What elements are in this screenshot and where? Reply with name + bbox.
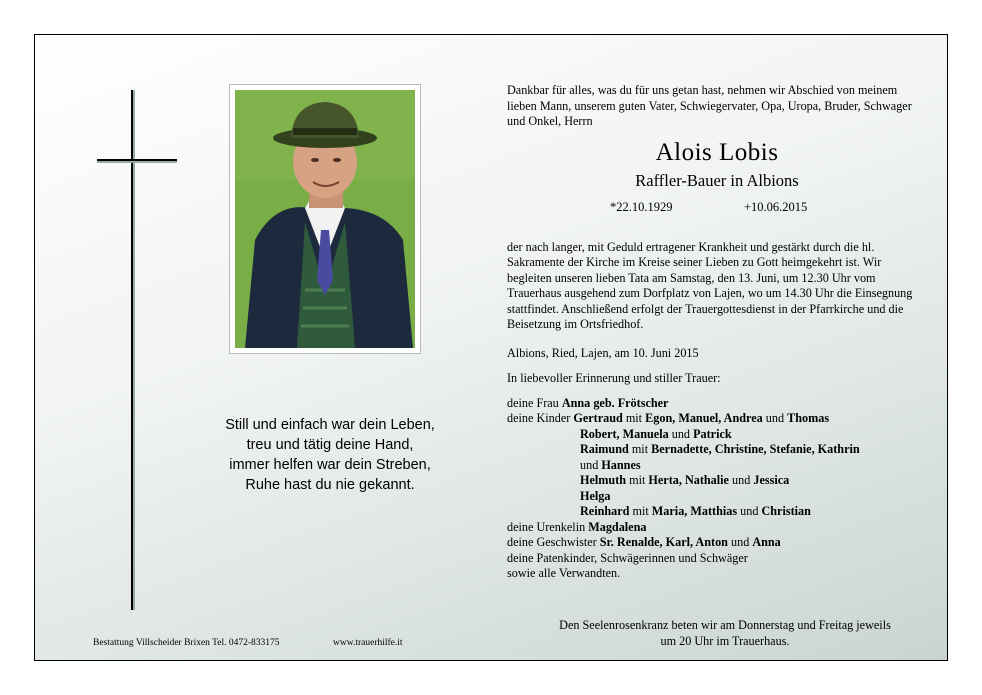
mourner-name: Christian bbox=[761, 504, 811, 518]
mourner-prefix: deine Urenkelin bbox=[507, 519, 589, 534]
rosary-notice bbox=[515, 618, 935, 649]
list-item bbox=[507, 535, 927, 551]
connector: und bbox=[762, 411, 788, 425]
connector: und bbox=[727, 535, 753, 549]
cross-icon bbox=[131, 90, 135, 610]
portrait-frame bbox=[229, 84, 421, 354]
list-item bbox=[507, 442, 927, 458]
announcement-text: der nach langer, mit Geduld ertragener Krankheit und gestärkt durch die hl. Sakramente der Kirche im Kreise seiner Lieben zu Gott heimgekehrt ist. Wir begleiten unseren lieben Tata am Samstag, den 13. Juni, um 12.30 Uhr vom Trauerhaus ausgehend zum Dorfplatz von Lajen, wo um 14.30 Uhr die Einsegnung stattfindet. Anschließend erfolgt der Trauergottesdienst in der Pfarrkirche und die Beisetzung im Ortsfriedhof. bbox=[507, 239, 913, 331]
mourner-name: Thomas bbox=[787, 411, 830, 425]
mourner-name: Maria, Matthias bbox=[651, 504, 738, 518]
connector: und bbox=[668, 426, 694, 441]
death-date: +10.06.2015 bbox=[744, 199, 808, 214]
mourner-name: Anna geb. Frötscher bbox=[561, 395, 669, 410]
mourner-name: Jessica bbox=[753, 473, 790, 487]
mourner-name: Egon, Manuel, Andrea bbox=[645, 411, 763, 425]
list-item bbox=[507, 458, 927, 474]
poem-line: immer helfen war dein Streben, bbox=[229, 457, 431, 473]
list-item bbox=[507, 411, 927, 427]
list-item: deine Patenkinder, Schwägerinnen und Schwäger bbox=[507, 550, 748, 565]
portrait-illustration bbox=[235, 90, 415, 348]
mourner-name: Robert, Manuela bbox=[580, 426, 669, 441]
list-item bbox=[507, 473, 927, 489]
list-item bbox=[507, 427, 927, 443]
mourner-name: Helga bbox=[580, 488, 611, 503]
birth-date: *22.10.1929 bbox=[610, 199, 673, 214]
obituary-card bbox=[34, 34, 948, 661]
mourner-name: Bernadette, Christine, Stefanie, Kathrin bbox=[651, 442, 860, 456]
mourner-name: Hannes bbox=[601, 457, 641, 472]
place-and-date: Albions, Ried, Lajen, am 10. Juni 2015 bbox=[507, 345, 699, 360]
cross-icon-bar bbox=[97, 159, 177, 163]
portrait-photo bbox=[235, 90, 415, 348]
list-item bbox=[507, 520, 927, 536]
deceased-occupation: Raffler-Bauer in Albions bbox=[635, 170, 799, 190]
mourner-prefix: deine Kinder bbox=[507, 411, 574, 425]
connector: mit bbox=[622, 411, 646, 425]
obituary-text bbox=[507, 83, 927, 582]
connector: und bbox=[728, 473, 754, 487]
mourner-prefix: deine Geschwister bbox=[507, 535, 600, 549]
list-item bbox=[507, 504, 927, 520]
mourners-list bbox=[507, 396, 927, 582]
poem-line: treu und tätig deine Hand, bbox=[246, 437, 414, 453]
mourner-name: Anna bbox=[752, 535, 781, 549]
poem-line: Ruhe hast du nie gekannt. bbox=[245, 477, 415, 493]
list-item bbox=[507, 396, 927, 412]
footer bbox=[93, 638, 403, 648]
website-link[interactable]: www.trauerhilfe.it bbox=[333, 638, 403, 648]
list-item bbox=[507, 489, 927, 505]
memory-line: In liebevoller Erinnerung und stiller Trauer: bbox=[507, 371, 721, 385]
mourner-name: Reinhard bbox=[580, 504, 630, 518]
deceased-name: Alois Lobis bbox=[655, 138, 779, 166]
life-dates bbox=[507, 200, 927, 218]
connector: und bbox=[737, 504, 762, 518]
memorial-poem bbox=[185, 415, 475, 495]
connector: mit bbox=[628, 442, 652, 456]
mourner-name: Magdalena bbox=[588, 519, 647, 534]
mourner-prefix: deine Frau bbox=[507, 395, 562, 410]
mourner-name: Herta, Nathalie bbox=[648, 473, 729, 487]
undertaker-info: Bestattung Villscheider Brixen Tel. 0472-833175 bbox=[93, 638, 280, 648]
intro-text: Dankbar für alles, was du für uns getan hast, nehmen wir Abschied von meinem lieben Mann, unserem guten Vater, Schwiegervater, Opa, Uropa, Bruder, Schwager und Onkel, Herrn bbox=[507, 83, 912, 128]
connector: mit bbox=[629, 504, 652, 518]
poem-line: Still und einfach war dein Leben, bbox=[225, 417, 435, 433]
mourner-name: Gertraud bbox=[573, 411, 623, 425]
mourner-name: Sr. Renalde, Karl, Anton bbox=[599, 535, 728, 549]
connector: und bbox=[580, 457, 602, 472]
connector: mit bbox=[626, 473, 649, 487]
list-item: sowie alle Verwandten. bbox=[507, 566, 621, 580]
mourner-name: Helmuth bbox=[580, 473, 627, 487]
mourner-name: Raimund bbox=[580, 442, 629, 456]
rosary-line: Den Seelenrosenkranz beten wir am Donnerstag und Freitag jeweils bbox=[559, 618, 891, 632]
rosary-line: um 20 Uhr im Trauerhaus. bbox=[660, 633, 790, 648]
mourner-name: Patrick bbox=[693, 426, 732, 441]
